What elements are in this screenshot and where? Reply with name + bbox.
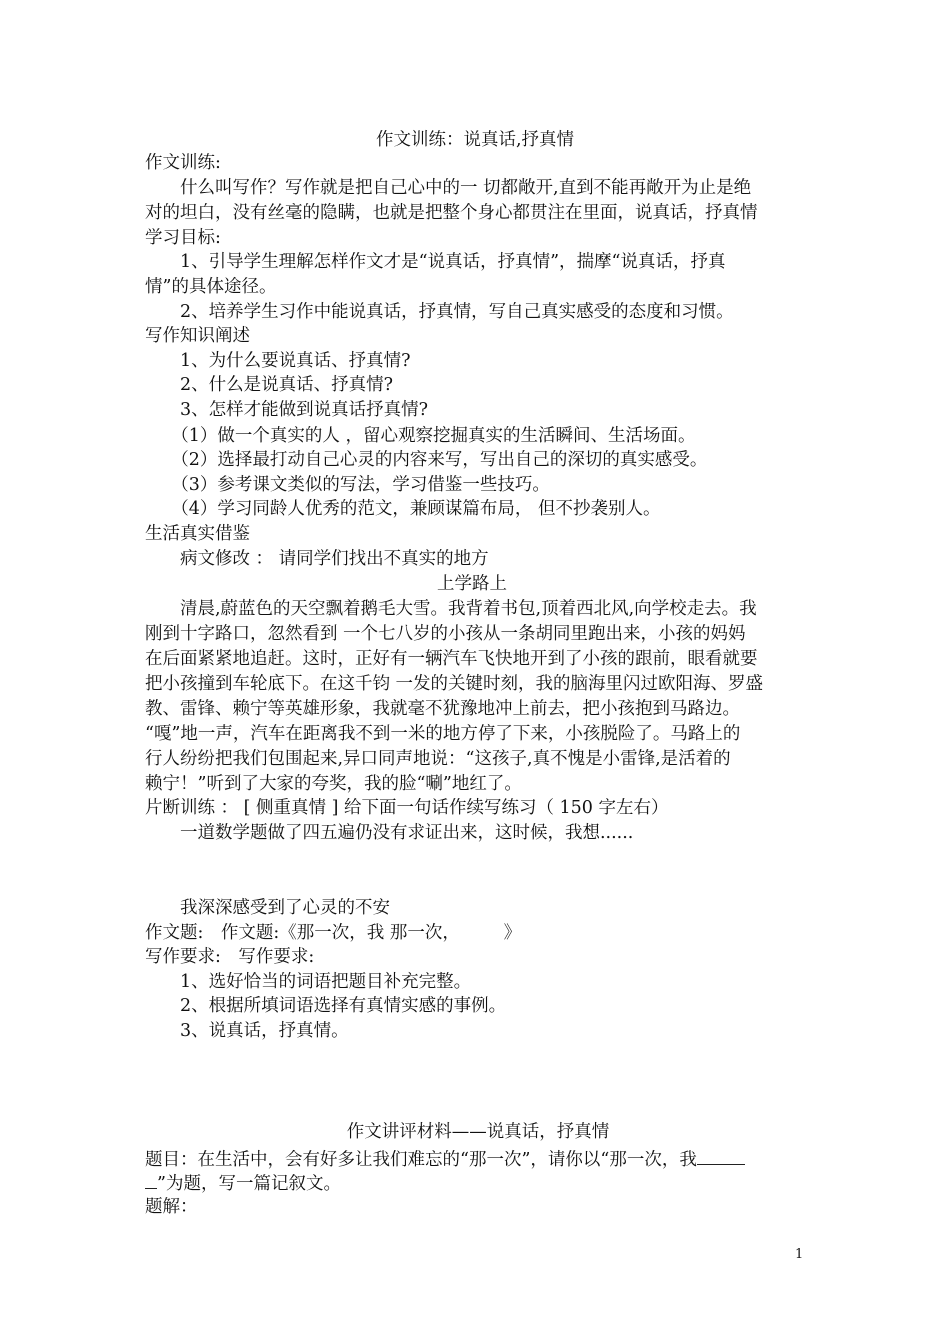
list-item: 3、怎样才能做到说真话抒真情?: [145, 400, 429, 420]
essay-topic: 作文题: 作文题:《那一次，我 那一次， 》: [145, 923, 522, 943]
paragraph-line: 我深深感受到了心灵的不安: [145, 898, 390, 918]
paragraph-line: 什么叫写作？写作就是把自己心中的一 切都敞开,直到不能再敞开为止是绝: [145, 178, 752, 198]
paragraph-line: [145, 1170, 341, 1196]
paragraph-line: 行人纷纷把我们包围起来,异口同声地说：“这孩子,真不愧是小雷锋,是活着的: [145, 749, 731, 769]
list-item: （4）学习同龄人优秀的范文，兼顾谋篇布局， 但不抄袭别人。: [145, 499, 661, 519]
list-item: （3）参考课文类似的写法，学习借鉴一些技巧。: [145, 475, 550, 495]
list-item: （2）选择最打动自己心灵的内容来写，写出自己的深切的真实感受。: [145, 450, 708, 470]
paragraph-line: 1、引导学生理解怎样作文才是“说真话，抒真情”，揣摩“说真话，抒真: [145, 252, 726, 272]
paragraph-line: 情”的具体途径。: [145, 277, 277, 297]
paragraph-line: 一道数学题做了四五遍仍没有求证出来，这时候，我想......: [145, 823, 634, 843]
list-item: （1）做一个真实的人 ，留心观察挖掘真实的生活瞬间、生活场面。: [145, 426, 696, 446]
essay-title: 上学路上: [437, 574, 507, 594]
section-heading: 写作要求: 写作要求:: [145, 947, 315, 967]
paragraph-line: [145, 1146, 745, 1172]
paragraph-line: “嘎”地一声，汽车在距离我不到一米的地方停了下来，小孩脱险了。马路上的: [145, 724, 741, 744]
paragraph-line: 对的坦白，没有丝毫的隐瞒，也就是把整个身心都贯注在里面，说真话，抒真情: [145, 203, 758, 223]
list-item: 3、说真话，抒真情。: [145, 1021, 349, 1041]
section-title: 作文讲评材料——说真话，抒真情: [346, 1122, 610, 1142]
section-heading: 作文训练:: [145, 153, 221, 173]
list-item: 2、根据所填词语选择有真情实感的事例。: [145, 996, 507, 1016]
paragraph-line: 2、培养学生习作中能说真话，抒真情，写自己真实感受的态度和习惯。: [145, 302, 734, 322]
section-heading: 题解：: [145, 1197, 198, 1217]
paragraph-line: 把小孩撞到车轮底下。在这千钧 一发的关键时刻，我的脑海里闪过欧阳海、罗盛: [145, 674, 764, 694]
paragraph-line: 在后面紧紧地追赶。这时，正好有一辆汽车飞快地开到了小孩的跟前，眼看就要: [145, 649, 758, 669]
page-title: 作文训练：说真话,抒真情: [375, 130, 575, 150]
prompt-text: 题目：在生活中，会有好多让我们难忘的“那一次”，请你以“那一次，我: [145, 1150, 697, 1170]
list-item: 1、为什么要说真话、抒真情?: [145, 351, 411, 371]
page-number: 1: [795, 1247, 804, 1262]
fill-blank: [697, 1146, 745, 1165]
list-item: 2、什么是说真话、抒真情?: [145, 375, 394, 395]
section-heading: 片断训练 ： [ 侧重真情 ] 给下面一句话作续写练习（ 150 字左右）: [145, 798, 669, 818]
paragraph-line: 刚到十字路口，忽然看到 一个七八岁的小孩从一条胡同里跑出来，小孩的妈妈: [145, 624, 746, 644]
paragraph-line: 教、雷锋、赖宁等英雄形象，我就毫不犹豫地冲上前去，把小孩抱到马路边。: [145, 699, 740, 719]
fill-blank: [145, 1170, 157, 1189]
paragraph-line: 赖宁！”听到了大家的夸奖，我的脸“唰”地红了。: [145, 774, 522, 794]
section-heading: 学习目标:: [145, 228, 221, 248]
list-item: 1、选好恰当的词语把题目补充完整。: [145, 972, 472, 992]
paragraph-line: 病文修改 ： 请同学们找出不真实的地方: [145, 549, 489, 569]
prompt-text: ”为题，写一篇记叙文。: [157, 1174, 341, 1194]
section-heading: 生活真实借鉴: [145, 524, 250, 544]
section-heading: 写作知识阐述: [145, 326, 250, 346]
paragraph-line: 清晨,蔚蓝色的天空飘着鹅毛大雪。我背着书包,顶着西北风,向学校走去。我: [145, 599, 757, 619]
